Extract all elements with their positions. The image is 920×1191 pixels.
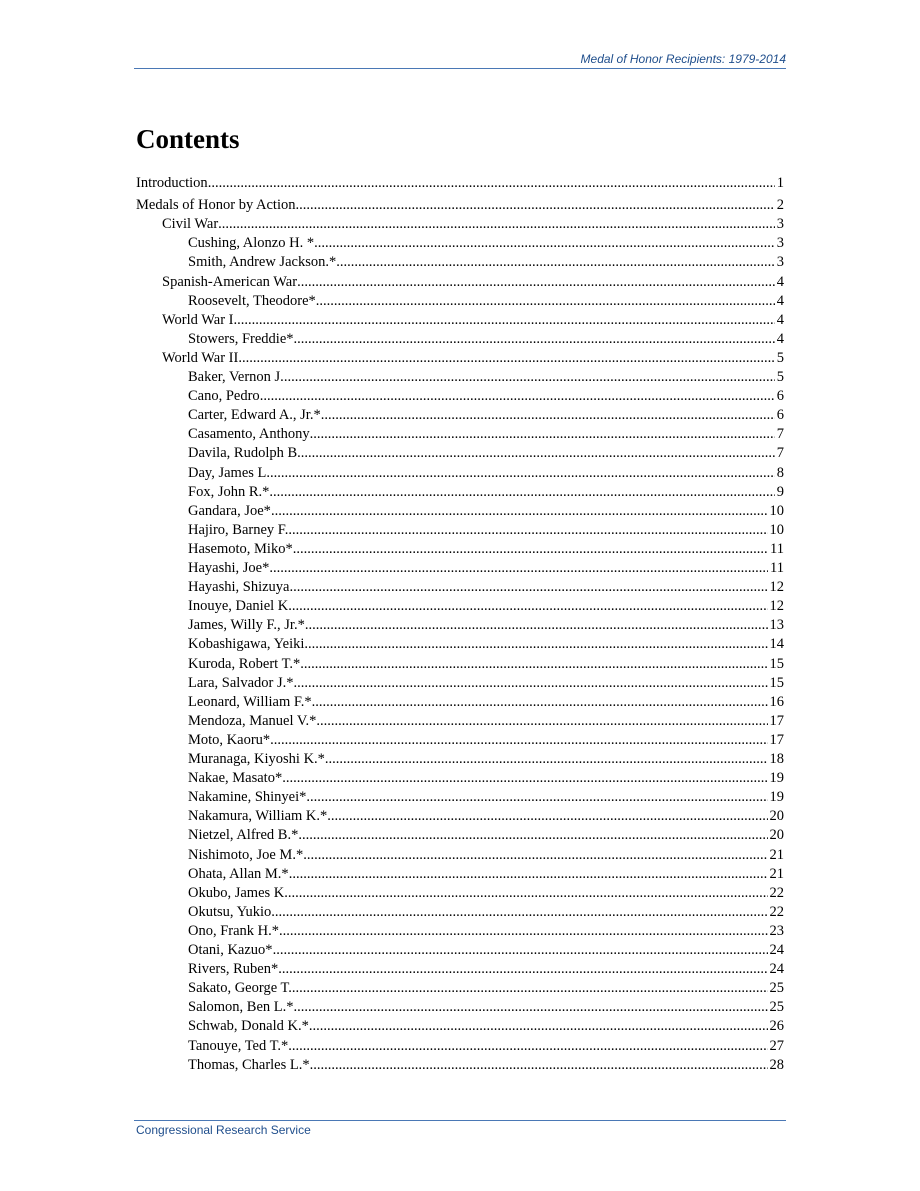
- toc-leader-dots: [316, 292, 775, 311]
- toc-entry-label: Introduction: [136, 175, 208, 191]
- toc-entry-page: 15: [769, 674, 784, 691]
- toc-entry-label: Civil War: [162, 216, 219, 233]
- toc-leader-dots: [234, 311, 775, 330]
- toc-entry-label: World War II: [162, 349, 239, 366]
- toc-entry-page: 15: [769, 655, 784, 672]
- toc-entry-label: Casamento, Anthony: [188, 426, 310, 443]
- toc-entry-label: Otani, Kazuo*: [188, 942, 273, 958]
- toc-entry-label: Carter, Edward A., Jr.*: [188, 407, 321, 424]
- toc-entry[interactable]: [188, 998, 784, 1017]
- toc-entry-page: 17: [769, 731, 784, 748]
- toc-entry-page: 14: [769, 636, 784, 653]
- toc-leader-dots: [238, 349, 774, 368]
- toc-entry-label: Kobashigawa, Yeiki: [188, 636, 305, 653]
- toc-entry[interactable]: [188, 788, 784, 807]
- toc-entry[interactable]: [162, 349, 784, 368]
- toc-entry-page: 23: [769, 922, 784, 939]
- toc-entry-page: 2: [776, 197, 784, 214]
- toc-entry-page: 25: [769, 999, 784, 1016]
- toc-entry-label: Hayashi, Joe*: [188, 560, 270, 576]
- toc-entry[interactable]: [188, 444, 784, 463]
- toc-leader-dots: [271, 903, 767, 922]
- toc-entry[interactable]: [188, 330, 784, 349]
- toc-entry-label: Hajiro, Barney F.: [188, 521, 289, 538]
- toc-entry[interactable]: [188, 693, 784, 712]
- page-title: Contents: [136, 124, 240, 154]
- toc-leader-dots: [336, 253, 775, 272]
- toc-entry[interactable]: [188, 635, 784, 654]
- toc-entry-label: Stowers, Freddie*: [188, 330, 294, 347]
- toc-leader-dots: [273, 941, 768, 960]
- toc-leader-dots: [310, 1056, 768, 1075]
- toc-entry[interactable]: [188, 253, 784, 272]
- toc-leader-dots: [294, 998, 768, 1017]
- toc-entry-label: Schwab, Donald K.*: [188, 1018, 309, 1035]
- toc-entry-label: Muranaga, Kiyoshi K.*: [188, 751, 325, 767]
- toc-entry-label: Nietzel, Alfred B.*: [188, 827, 299, 844]
- toc-entry-page: 6: [776, 407, 784, 424]
- toc-entry-page: 13: [769, 617, 784, 634]
- toc-entry[interactable]: [162, 215, 784, 234]
- toc-entry-label: Spanish-American War: [162, 273, 298, 290]
- toc-leader-dots: [325, 750, 768, 769]
- toc-entry-label: Salomon, Ben L.*: [188, 999, 294, 1016]
- toc-entry-label: Nakae, Masato*: [188, 770, 283, 787]
- toc-entry[interactable]: [188, 578, 784, 597]
- toc-entry-label: Smith, Andrew Jackson.*: [188, 254, 337, 271]
- toc-entry-label: Nakamine, Shinyei*: [188, 789, 307, 806]
- toc-entry[interactable]: [188, 464, 784, 483]
- toc-entry[interactable]: [188, 483, 784, 502]
- toc-leader-dots: [270, 731, 767, 750]
- toc-entry-page: 4: [776, 311, 784, 328]
- toc-entry[interactable]: [188, 521, 784, 540]
- toc-entry[interactable]: [188, 368, 784, 387]
- toc-entry[interactable]: [188, 540, 784, 559]
- toc-entry[interactable]: [188, 769, 784, 788]
- toc-entry-page: 17: [769, 712, 784, 729]
- toc-leader-dots: [278, 960, 767, 979]
- toc-entry-page: 25: [769, 980, 784, 997]
- toc-entry-label: Moto, Kaoru*: [188, 731, 271, 748]
- toc-entry[interactable]: [188, 674, 784, 693]
- toc-leader-dots: [314, 234, 775, 253]
- toc-leader-dots: [270, 464, 775, 483]
- toc-entry[interactable]: [136, 196, 784, 215]
- toc-entry-label: Tanouye, Ted T.*: [188, 1037, 289, 1054]
- toc-entry-page: 19: [769, 789, 784, 806]
- toc-entry-label: Sakato, George T.: [188, 980, 292, 997]
- toc-leader-dots: [292, 597, 768, 616]
- toc-leader-dots: [310, 425, 775, 444]
- toc-entry-label: Kuroda, Robert T.*: [188, 655, 301, 672]
- toc-entry[interactable]: [188, 234, 784, 253]
- toc-entry-label: World War I: [162, 311, 234, 328]
- toc-entry[interactable]: [188, 941, 784, 960]
- toc-entry-label: Cushing, Alonzo H. *: [188, 235, 315, 252]
- toc-leader-dots: [321, 406, 775, 425]
- toc-entry-page: 3: [776, 216, 784, 233]
- toc-entry[interactable]: [188, 387, 784, 406]
- toc-entry-label: James, Willy F., Jr.*: [188, 617, 305, 634]
- toc-leader-dots: [327, 807, 767, 826]
- toc-entry-label: Thomas, Charles L.*: [188, 1056, 310, 1073]
- toc-leader-dots: [304, 635, 767, 654]
- toc-entry-label: Nakamura, William K.*: [188, 808, 328, 825]
- toc-entry-page: 20: [769, 808, 784, 825]
- toc-entry-label: Okubo, James K.: [188, 884, 288, 901]
- toc-leader-dots: [279, 922, 767, 941]
- toc-leader-dots: [271, 502, 768, 521]
- toc-entry-page: 22: [769, 903, 784, 920]
- toc-entry[interactable]: [188, 750, 784, 769]
- toc-entry-page: 4: [776, 292, 784, 309]
- toc-leader-dots: [306, 788, 767, 807]
- toc-entry-page: 3: [776, 254, 784, 271]
- toc-entry[interactable]: [188, 979, 784, 998]
- toc-entry-page: 22: [769, 884, 784, 901]
- toc-entry-page: 7: [776, 445, 784, 462]
- toc-entry-label: Cano, Pedro: [188, 388, 260, 405]
- toc-entry-page: 8: [776, 464, 784, 481]
- toc-leader-dots: [282, 769, 767, 788]
- toc-entry-label: Hasemoto, Miko*: [188, 540, 293, 557]
- toc-entry-page: 5: [776, 369, 784, 385]
- toc-entry-label: Nishimoto, Joe M.*: [188, 846, 304, 863]
- toc-leader-dots: [297, 273, 775, 292]
- toc-entry-label: Okutsu, Yukio: [188, 903, 272, 920]
- toc-leader-dots: [269, 559, 768, 578]
- toc-leader-dots: [309, 1017, 768, 1036]
- toc-entry-page: 5: [776, 349, 784, 366]
- toc-entry-page: 11: [770, 540, 784, 557]
- toc-entry[interactable]: [162, 311, 784, 330]
- toc-entry-label: Mendoza, Manuel V.*: [188, 712, 317, 729]
- toc-entry-label: Inouye, Daniel K.: [188, 598, 292, 615]
- toc-leader-dots: [316, 712, 767, 731]
- running-header: Medal of Honor Recipients: 1979-2014: [580, 52, 786, 66]
- toc-entry-page: 1: [776, 175, 784, 191]
- toc-leader-dots: [289, 578, 767, 597]
- toc-entry-label: Leonard, William F.*: [188, 693, 312, 710]
- toc-leader-dots: [218, 215, 775, 234]
- toc-entry[interactable]: [188, 425, 784, 444]
- toc-entry[interactable]: [188, 807, 784, 826]
- toc-entry[interactable]: [188, 826, 784, 845]
- toc-leader-dots: [284, 368, 775, 387]
- toc-entry[interactable]: [188, 960, 784, 979]
- toc-entry-label: Lara, Salvador J.*: [188, 674, 294, 691]
- toc-entry-page: 20: [769, 827, 784, 844]
- toc-entry[interactable]: [188, 922, 784, 941]
- toc-entry-page: 6: [776, 388, 784, 405]
- toc-entry[interactable]: [162, 273, 784, 292]
- toc-entry-page: 21: [769, 846, 784, 863]
- toc-entry-page: 19: [769, 770, 784, 787]
- toc-entry-page: 11: [770, 560, 784, 576]
- footer-rule: [134, 1120, 786, 1121]
- toc-leader-dots: [298, 826, 767, 845]
- toc-leader-dots: [293, 540, 768, 559]
- toc-leader-dots: [312, 693, 768, 712]
- toc-entry-label: Davila, Rudolph B.: [188, 445, 301, 462]
- toc-entry-page: 9: [776, 483, 784, 500]
- toc-leader-dots: [294, 330, 775, 349]
- toc-entry-page: 10: [769, 521, 784, 538]
- toc-entry-page: 24: [769, 961, 784, 978]
- toc-entry[interactable]: [188, 502, 784, 521]
- toc-entry-page: 10: [769, 502, 784, 519]
- toc-entry-label: Roosevelt, Theodore*: [188, 292, 316, 309]
- toc-leader-dots: [260, 387, 775, 406]
- toc-leader-dots: [294, 674, 768, 693]
- toc-entry-label: Fox, John R.*: [188, 483, 270, 500]
- footer-publisher: Congressional Research Service: [136, 1123, 311, 1137]
- toc-leader-dots: [288, 521, 767, 540]
- toc-entry-page: 24: [769, 942, 784, 958]
- toc-entry-label: Medals of Honor by Action: [136, 197, 296, 214]
- toc-entry-label: Ohata, Allan M.*: [188, 865, 289, 882]
- toc-leader-dots: [292, 979, 768, 998]
- toc-entry-page: 21: [769, 865, 784, 882]
- toc-entry[interactable]: [188, 712, 784, 731]
- toc-entry-page: 4: [776, 273, 784, 290]
- toc-entry-label: Hayashi, Shizuya: [188, 579, 290, 596]
- toc-entry[interactable]: [188, 1017, 784, 1036]
- toc-entry-page: 4: [776, 330, 784, 347]
- toc-leader-dots: [300, 655, 767, 674]
- toc-entry[interactable]: [188, 865, 784, 884]
- toc-leader-dots: [289, 865, 768, 884]
- toc-entry[interactable]: [188, 846, 784, 865]
- toc-entry-page: 12: [769, 579, 784, 596]
- toc-entry-label: Rivers, Ruben*: [188, 961, 279, 978]
- toc-entry-page: 28: [769, 1056, 784, 1073]
- toc-entry-label: Baker, Vernon J.: [188, 369, 284, 385]
- toc-leader-dots: [269, 483, 774, 502]
- toc-entry[interactable]: [188, 1056, 784, 1075]
- toc-entry[interactable]: [188, 1037, 784, 1056]
- toc-leader-dots: [208, 174, 775, 193]
- toc-entry-page: 26: [769, 1018, 784, 1035]
- toc-entry[interactable]: [188, 406, 784, 425]
- toc-entry[interactable]: [188, 655, 784, 674]
- toc-entry[interactable]: [136, 174, 784, 193]
- toc-entry[interactable]: [188, 884, 784, 903]
- toc-entry[interactable]: [188, 731, 784, 750]
- toc-entry-label: Day, James L.: [188, 464, 271, 481]
- toc-entry-label: Ono, Frank H.*: [188, 922, 280, 939]
- toc-entry-page: 27: [769, 1037, 784, 1054]
- toc-entry-page: 16: [769, 693, 784, 710]
- toc-entry-page: 12: [769, 598, 784, 615]
- toc-entry[interactable]: [188, 292, 784, 311]
- toc-entry[interactable]: [188, 559, 784, 578]
- toc-entry-page: 3: [776, 235, 784, 252]
- toc-leader-dots: [288, 884, 768, 903]
- toc-leader-dots: [305, 616, 768, 635]
- toc-entry[interactable]: [188, 597, 784, 616]
- toc-leader-dots: [303, 846, 767, 865]
- toc-entry[interactable]: [188, 903, 784, 922]
- toc-entry-page: 7: [776, 426, 784, 443]
- toc-entry-label: Gandara, Joe*: [188, 502, 271, 519]
- toc-entry[interactable]: [188, 616, 784, 635]
- toc-leader-dots: [295, 196, 774, 215]
- toc-leader-dots: [301, 444, 775, 463]
- toc-leader-dots: [288, 1037, 767, 1056]
- toc-entry-page: 18: [769, 751, 784, 767]
